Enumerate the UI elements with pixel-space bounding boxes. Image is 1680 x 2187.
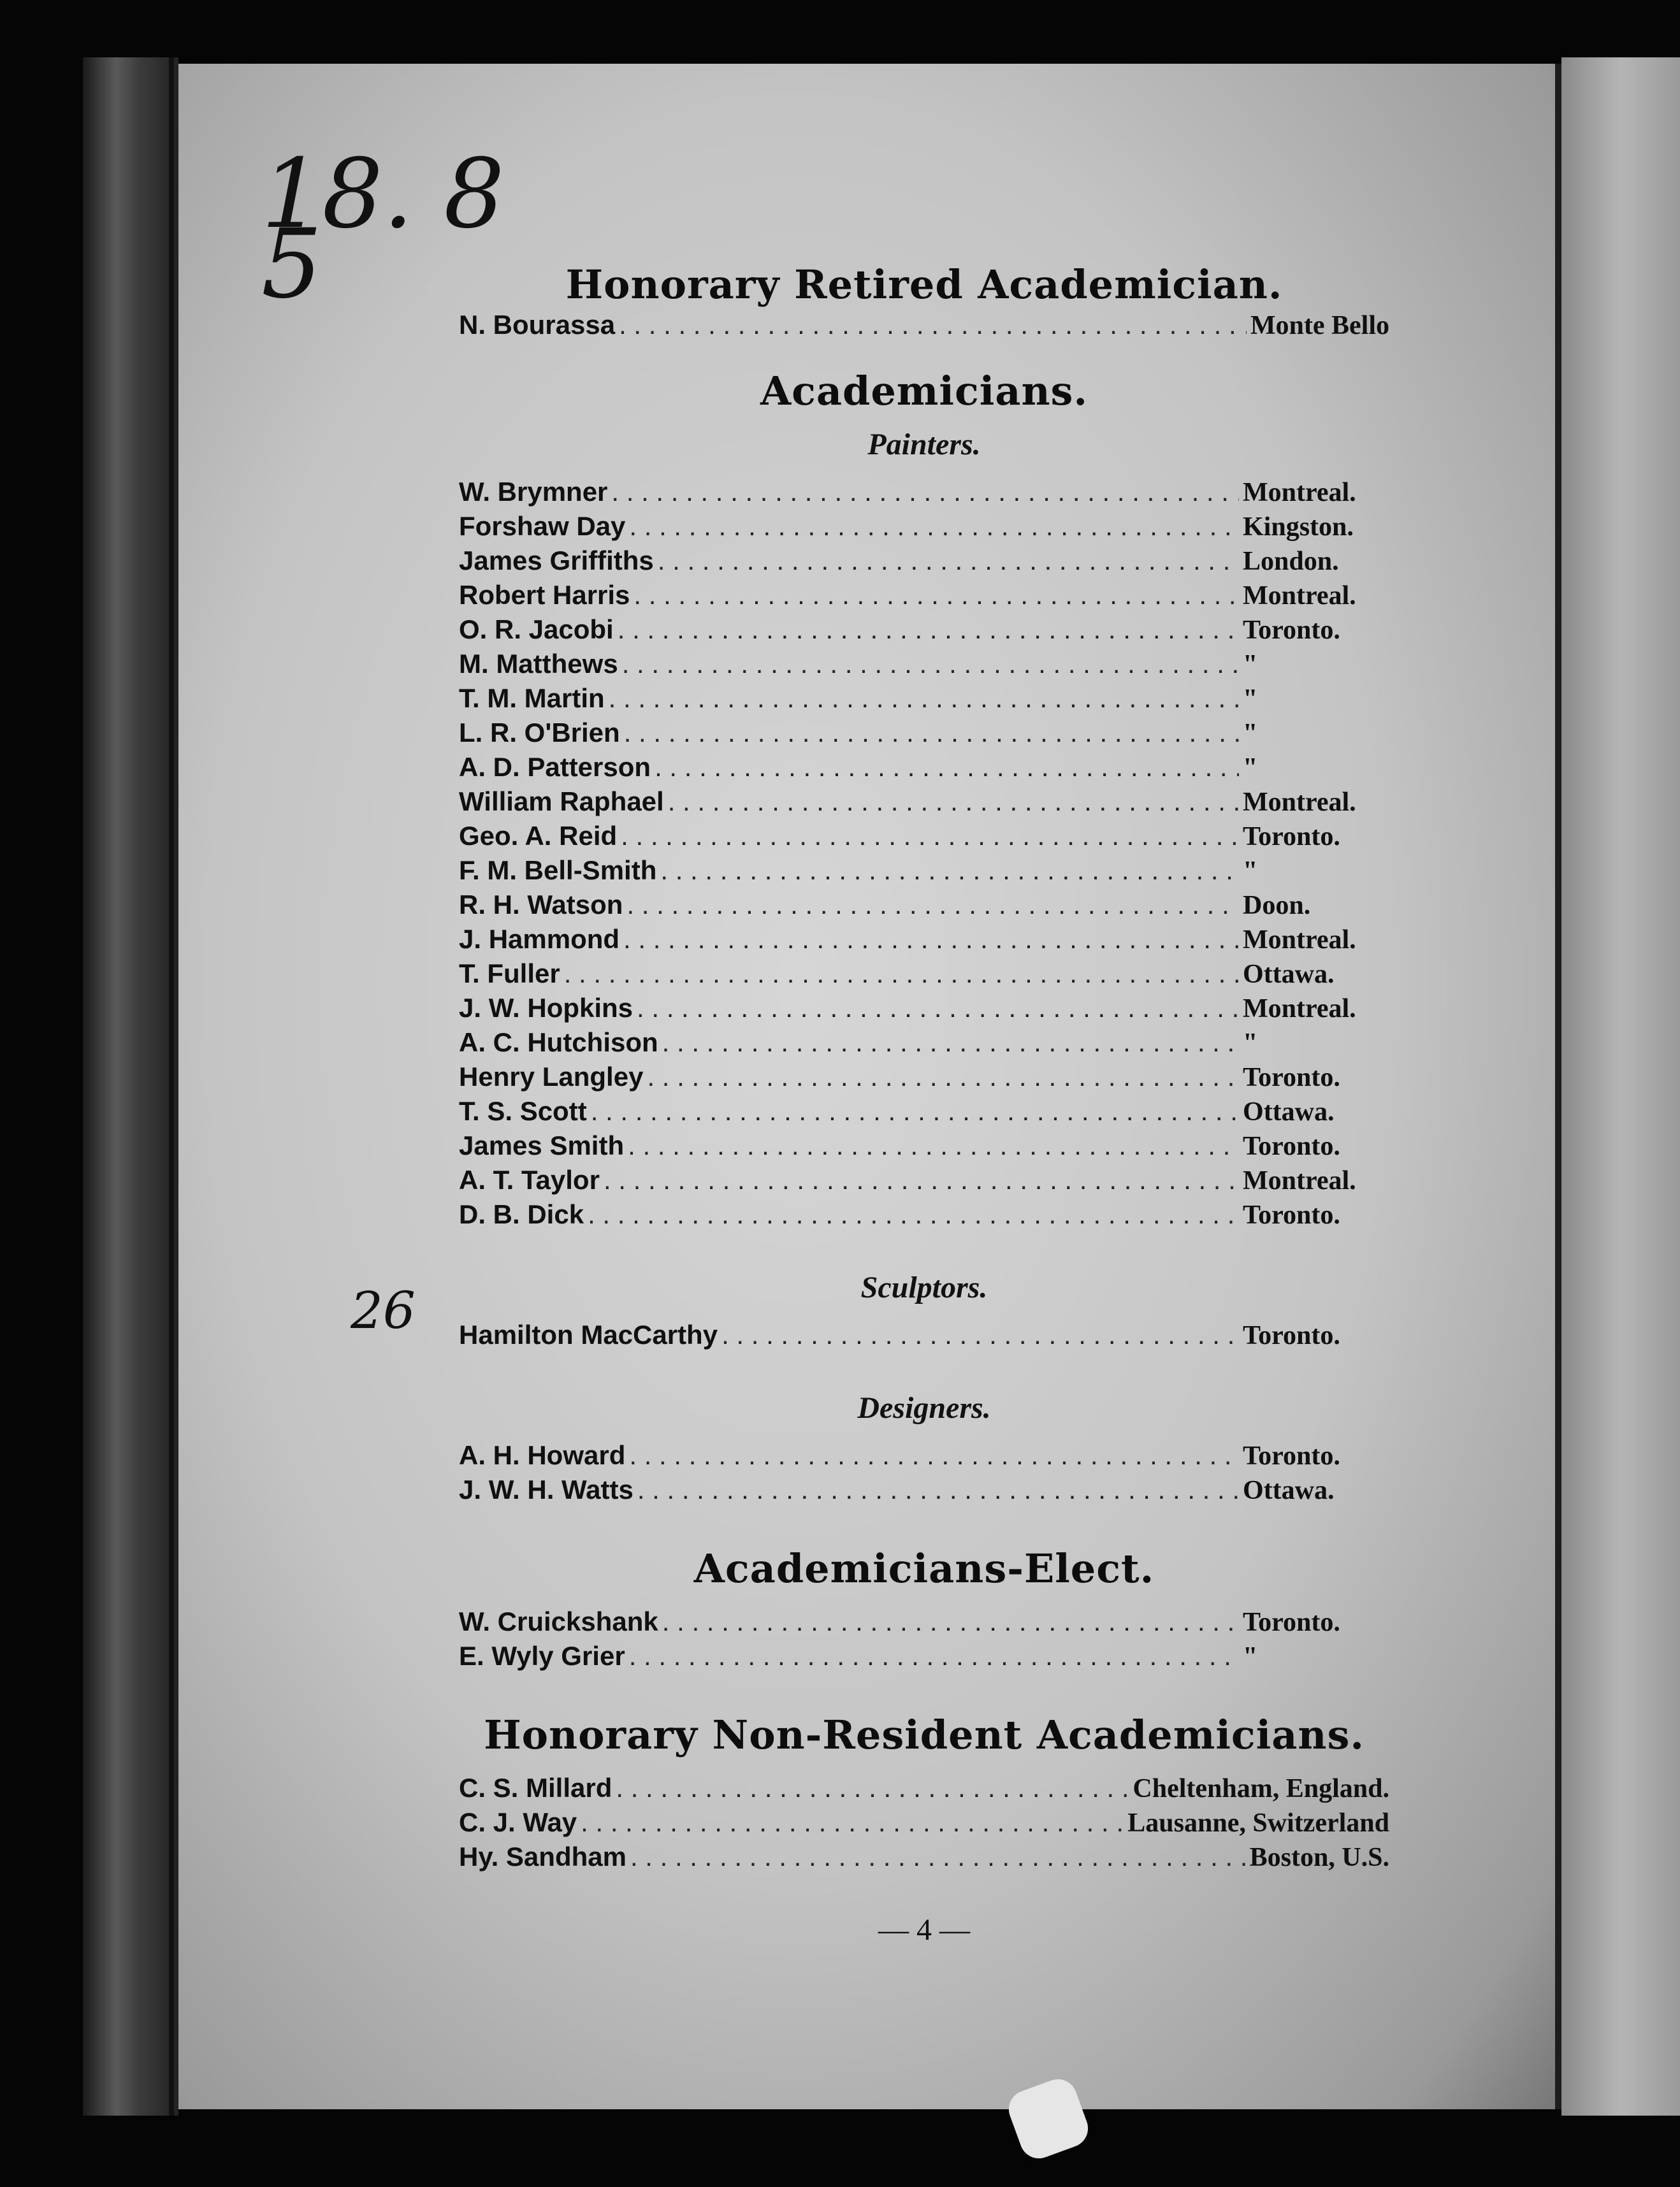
member-entry [459, 1605, 1389, 1639]
member-entry [459, 922, 1389, 956]
member-entry [459, 716, 1389, 750]
member-entry [459, 612, 1389, 647]
dot-leader [622, 647, 1239, 681]
member-entry [459, 819, 1389, 853]
member-name: F. M. Bell-Smith [459, 855, 657, 885]
member-entry [459, 647, 1389, 681]
member-name: A. H. Howard [459, 1440, 626, 1470]
dot-leader [629, 1639, 1239, 1673]
dot-leader [609, 681, 1239, 716]
member-name: R. H. Watson [459, 890, 623, 920]
section-heading-academicians: Academicians. [760, 368, 1089, 414]
member-entry [459, 1129, 1389, 1163]
dot-leader [630, 1840, 1246, 1874]
dot-leader [626, 888, 1239, 922]
member-entry [459, 681, 1389, 716]
member-name: A. T. Taylor [459, 1165, 600, 1195]
page-number: — 4 — [878, 1913, 970, 1947]
painters-list [459, 475, 1389, 1232]
dot-leader [629, 1438, 1239, 1473]
member-location: " [1243, 856, 1258, 886]
member-name: James Griffiths [459, 545, 654, 575]
member-location: Ottawa. [1243, 1097, 1335, 1127]
dot-leader [611, 475, 1239, 509]
dot-leader [604, 1163, 1239, 1197]
member-location: Lausanne, Switzerland [1127, 1808, 1389, 1838]
member-entry [459, 1025, 1389, 1060]
dot-leader [662, 1605, 1239, 1639]
dot-leader [721, 1318, 1239, 1352]
dot-leader [637, 991, 1239, 1025]
member-name: Hamilton MacCarthy [459, 1320, 718, 1350]
member-location: Toronto. [1243, 1321, 1340, 1350]
dot-leader [621, 819, 1239, 853]
member-location: Ottawa. [1243, 1476, 1335, 1505]
member-entry [459, 1473, 1389, 1507]
member-location: " [1243, 684, 1258, 714]
member-location: Toronto. [1243, 1063, 1340, 1092]
member-name: O. R. Jacobi [459, 614, 614, 644]
member-entry [459, 888, 1389, 922]
member-entry [459, 784, 1389, 819]
dot-leader [647, 1060, 1239, 1094]
member-entry [459, 578, 1389, 612]
honorary-retired-list [459, 308, 1389, 342]
subheading-sculptors: Sculptors. [860, 1271, 988, 1304]
member-entry [459, 1805, 1389, 1840]
member-location: " [1243, 719, 1258, 748]
member-name: J. W. Hopkins [459, 993, 634, 1023]
member-location: Toronto. [1243, 1201, 1340, 1230]
member-location: Montreal. [1243, 581, 1356, 610]
member-entry [459, 1771, 1389, 1805]
member-location: London. [1243, 547, 1339, 576]
member-entry [459, 956, 1389, 991]
member-location: Ottawa. [1243, 960, 1335, 989]
dot-leader [624, 716, 1239, 750]
member-name: D. B. Dick [459, 1199, 584, 1229]
section-heading-honorary-non-resident: Honorary Non-Resident Academicians. [484, 1712, 1365, 1758]
dot-leader [628, 1129, 1239, 1163]
dot-leader [588, 1197, 1239, 1232]
dot-leader [634, 578, 1239, 612]
section-heading-honorary-retired: Honorary Retired Academician. [565, 261, 1283, 308]
member-name: Geo. A. Reid [459, 821, 618, 851]
member-location: Toronto. [1243, 822, 1340, 851]
member-entry [459, 544, 1389, 578]
academicians-elect-list [459, 1605, 1389, 1673]
dot-leader [581, 1805, 1124, 1840]
member-name: N. Bourassa [459, 310, 616, 340]
member-entry [459, 509, 1389, 544]
member-name: L. R. O'Brien [459, 718, 620, 747]
dot-leader [655, 750, 1239, 784]
member-location: Kingston. [1243, 512, 1354, 542]
dot-leader [591, 1094, 1239, 1129]
section-heading-academicians-elect: Academicians-Elect. [693, 1545, 1155, 1592]
member-entry [459, 1163, 1389, 1197]
member-name: M. Matthews [459, 649, 618, 679]
member-name: Robert Harris [459, 580, 630, 610]
member-location: Toronto. [1243, 1608, 1340, 1637]
dot-leader [623, 922, 1239, 956]
dot-leader [637, 1473, 1239, 1507]
dot-leader [619, 308, 1247, 342]
member-name: James Smith [459, 1130, 625, 1160]
member-entry [459, 991, 1389, 1025]
member-location: Montreal. [1243, 925, 1356, 955]
sculptors-list [459, 1318, 1389, 1352]
member-location: Toronto. [1243, 616, 1340, 645]
member-location: Montreal. [1243, 478, 1356, 507]
member-entry [459, 475, 1389, 509]
member-list [459, 261, 1389, 1947]
member-name: Hy. Sandham [459, 1842, 626, 1872]
handwritten-note-margin: 26 [351, 1281, 416, 1340]
adjacent-page-edge [1561, 57, 1680, 2116]
dot-leader [629, 509, 1239, 544]
member-name: T. S. Scott [459, 1096, 587, 1126]
member-location: " [1243, 1029, 1258, 1058]
member-location: Boston, U.S. [1249, 1843, 1389, 1872]
member-location: Montreal. [1243, 788, 1356, 817]
member-name: T. Fuller [459, 958, 560, 988]
member-location: " [1243, 1642, 1258, 1671]
book-binding [83, 57, 178, 2116]
member-location: Monte Bello [1250, 311, 1389, 340]
member-name: C. S. Millard [459, 1773, 612, 1803]
member-entry [459, 1197, 1389, 1232]
member-name: A. C. Hutchison [459, 1027, 658, 1057]
member-entry [459, 1438, 1389, 1473]
member-entry [459, 1318, 1389, 1352]
member-name: A. D. Patterson [459, 752, 651, 782]
member-entry [459, 1840, 1389, 1874]
member-name: E. Wyly Grier [459, 1641, 625, 1671]
dot-leader [564, 956, 1239, 991]
member-name: Henry Langley [459, 1062, 644, 1092]
dot-leader [618, 612, 1239, 647]
member-entry [459, 1639, 1389, 1673]
member-location: Cheltenham, England. [1133, 1774, 1389, 1803]
document-page [178, 64, 1561, 2109]
member-name: William Raphael [459, 786, 664, 816]
handwritten-note-top: 18. 8 5 [261, 139, 505, 320]
member-entry [459, 1094, 1389, 1129]
subheading-painters: Painters. [867, 428, 981, 461]
member-entry [459, 750, 1389, 784]
dot-leader [660, 853, 1239, 888]
member-location: " [1243, 650, 1258, 679]
member-location: Toronto. [1243, 1132, 1340, 1161]
member-entry [459, 308, 1389, 342]
member-entry [459, 1060, 1389, 1094]
designers-list [459, 1438, 1389, 1507]
member-location: " [1243, 753, 1258, 783]
dot-leader [662, 1025, 1239, 1060]
member-name: W. Cruickshank [459, 1606, 658, 1636]
member-name: W. Brymner [459, 477, 608, 507]
member-name: Forshaw Day [459, 511, 626, 541]
member-location: Montreal. [1243, 994, 1356, 1023]
binding-edge [169, 57, 174, 2116]
dot-leader [616, 1771, 1129, 1805]
member-location: Toronto. [1243, 1441, 1340, 1471]
member-name: J. W. H. Watts [459, 1475, 634, 1505]
subheading-designers: Designers. [857, 1391, 991, 1425]
member-name: C. J. Way [459, 1807, 577, 1837]
member-location: Doon. [1243, 891, 1311, 920]
dot-leader [668, 784, 1239, 819]
member-entry [459, 853, 1389, 888]
member-name: T. M. Martin [459, 683, 605, 713]
honorary-non-resident-list [459, 1771, 1389, 1874]
member-name: J. Hammond [459, 924, 620, 954]
member-location: Montreal. [1243, 1166, 1356, 1195]
dot-leader [658, 544, 1239, 578]
